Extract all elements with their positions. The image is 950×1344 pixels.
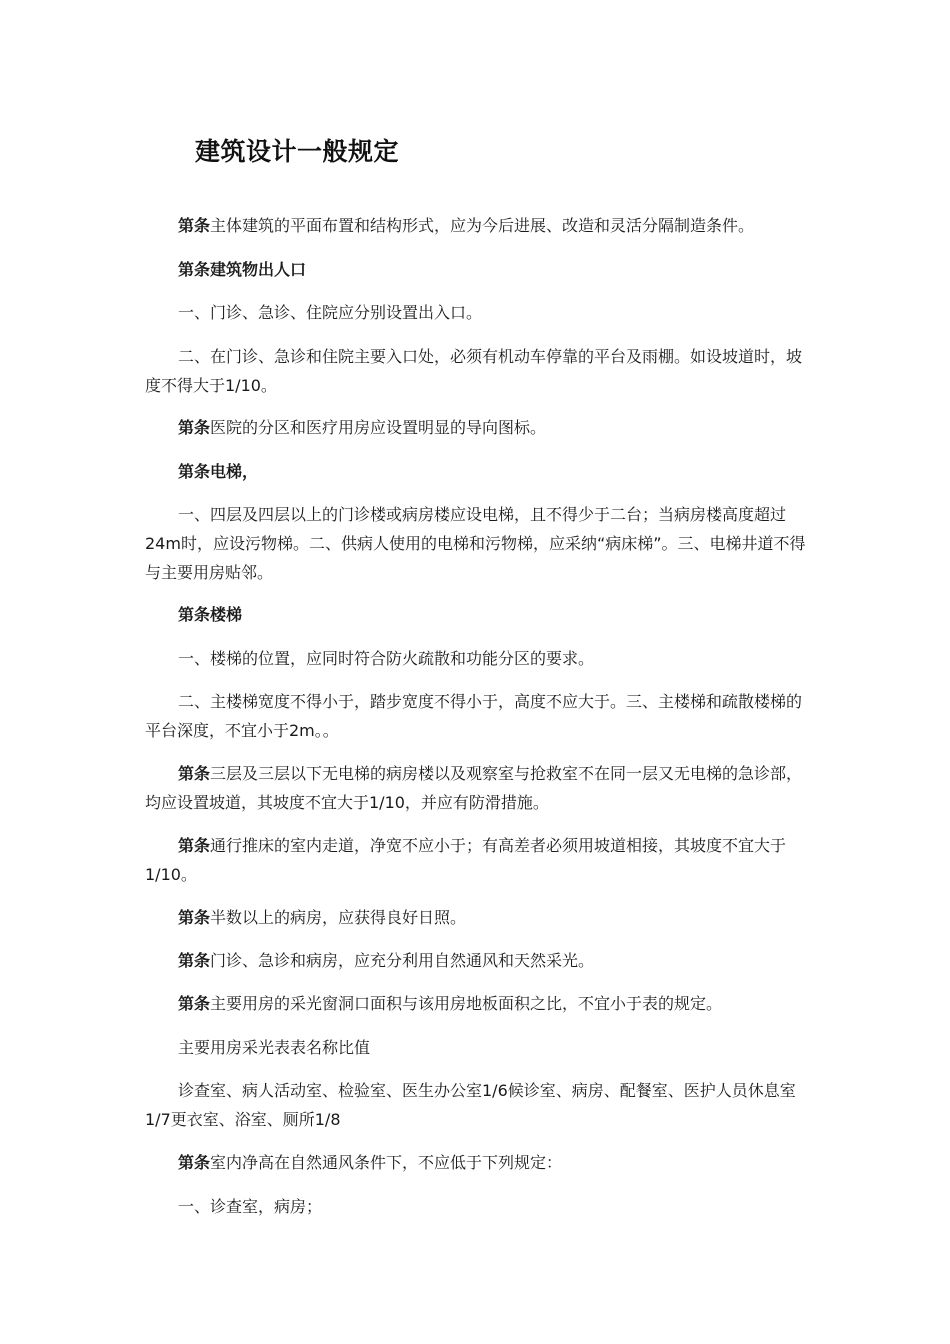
paragraph (145, 457, 817, 486)
paragraph-text: 主要用房的采光窗洞口面积与该用房地板面积之比，不宜小于表的规定。 (210, 994, 723, 1013)
paragraph (145, 1148, 817, 1177)
clause-label: 第条 (178, 994, 211, 1013)
clause-label: 第条电梯， (178, 462, 259, 481)
paragraph (145, 211, 817, 240)
paragraph (145, 687, 817, 745)
paragraph (145, 1033, 817, 1062)
paragraph-text: 通行推床的室内走道，净宽不应小于；有高差者必须用坡道相接，其坡度不宜大于1/10。 (145, 836, 787, 884)
clause-label: 第条 (178, 951, 211, 970)
paragraph (145, 500, 817, 587)
paragraph-text: 一、门诊、急诊、住院应分别设置出入口。 (178, 303, 483, 322)
paragraph (145, 342, 817, 400)
paragraph (145, 644, 817, 673)
paragraph (145, 255, 817, 284)
clause-label: 第条 (178, 764, 211, 783)
paragraph (145, 1192, 817, 1221)
paragraph (145, 903, 817, 932)
paragraph-text: 一、楼梯的位置，应同时符合防火疏散和功能分区的要求。 (178, 649, 595, 668)
paragraph-text: 室内净高在自然通风条件下，不应低于下列规定： (210, 1153, 563, 1172)
clause-label: 第条楼梯 (178, 605, 243, 624)
paragraph (145, 413, 817, 442)
document-title: 建筑设计一般规定 (195, 137, 400, 166)
clause-label: 第条 (178, 1153, 211, 1172)
paragraph (145, 1076, 817, 1134)
paragraph-text: 主体建筑的平面布置和结构形式，应为今后进展、改造和灵活分隔制造条件。 (210, 216, 755, 235)
paragraph (145, 831, 817, 889)
clause-label: 第条建筑物出人口 (178, 260, 307, 279)
paragraph-text: 三层及三层以下无电梯的病房楼以及观察室与抢救室不在同一层又无电梯的急诊部，均应设置坡道，其坡度不宜大于1/10，并应有防滑措施。 (145, 764, 803, 812)
paragraph-text: 二、在门诊、急诊和住院主要入口处，必须有机动车停靠的平台及雨棚。如设坡道时，坡度不得大于1/10。 (145, 347, 803, 395)
paragraph-text: 一、诊查室，病房； (178, 1197, 323, 1216)
paragraph-text: 医院的分区和医疗用房应设置明显的导向图标。 (210, 418, 547, 437)
paragraph-text: 一、四层及四层以上的门诊楼或病房楼应设电梯，且不得少于二台；当病房楼高度超过24m时，应设污物梯。二、供病人使用的电梯和污物梯，应采纳“病床梯”。三、电梯井道不得与主要用房贴邻。 (145, 505, 806, 582)
paragraph (145, 989, 817, 1018)
paragraph-text: 主要用房采光表表名称比值 (178, 1038, 371, 1057)
clause-label: 第条 (178, 908, 211, 927)
paragraph-text: 诊查室、病人活动室、检验室、医生办公室1/6候诊室、病房、配餐室、医护人员休息室1/7更衣室、浴室、厕所1/8 (145, 1081, 796, 1129)
paragraph (145, 600, 817, 629)
clause-label: 第条 (178, 418, 211, 437)
clause-label: 第条 (178, 836, 211, 855)
paragraph (145, 759, 817, 817)
paragraph (145, 946, 817, 975)
paragraph-text: 半数以上的病房，应获得良好日照。 (210, 908, 467, 927)
paragraph (145, 298, 817, 327)
paragraph-text: 二、主楼梯宽度不得小于，踏步宽度不得小于，高度不应大于。三、主楼梯和疏散楼梯的平台深度，不宜小于2m。。 (145, 692, 803, 740)
clause-label: 第条 (178, 216, 211, 235)
paragraph-text: 门诊、急诊和病房，应充分利用自然通风和天然采光。 (210, 951, 595, 970)
